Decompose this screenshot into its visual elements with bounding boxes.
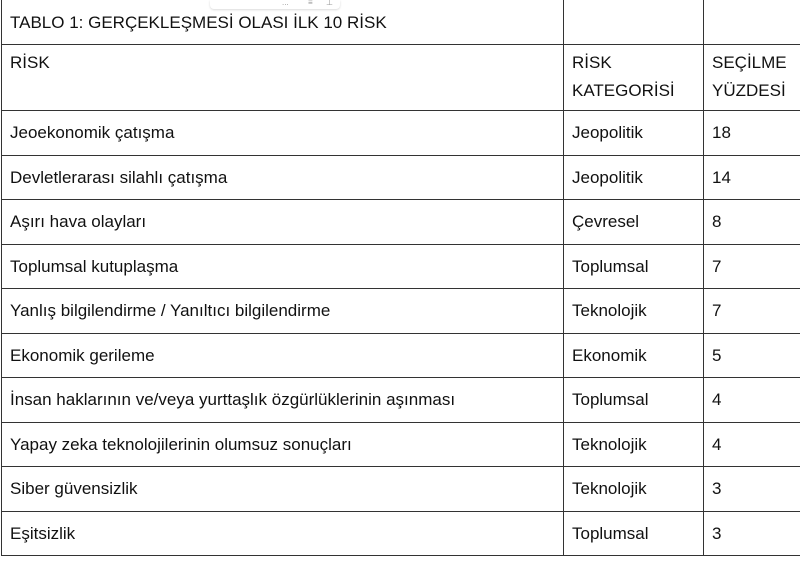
title-row	[2, 0, 800, 45]
percentage-cell: 7	[704, 244, 800, 289]
risk-cell: Ekonomik gerileme	[2, 333, 564, 378]
category-cell: Jeopolitik	[564, 155, 704, 200]
risk-cell: Eşitsizlik	[2, 511, 564, 556]
category-cell: Toplumsal	[564, 378, 704, 423]
percentage-cell: 18	[704, 111, 800, 156]
risk-table	[1, 0, 800, 556]
table-row	[2, 333, 800, 378]
risk-cell: Aşırı hava olayları	[2, 200, 564, 245]
percentage-cell: 7	[704, 289, 800, 334]
category-cell: Toplumsal	[564, 511, 704, 556]
table-row	[2, 511, 800, 556]
risk-cell: İnsan haklarının ve/veya yurttaşlık özgürlüklerinin aşınması	[2, 378, 564, 423]
empty-cell	[704, 0, 800, 45]
header-category-line2: KATEGORİSİ	[572, 81, 675, 100]
table-row	[2, 378, 800, 423]
percentage-cell: 14	[704, 155, 800, 200]
table-row	[2, 111, 800, 156]
category-cell: Toplumsal	[564, 244, 704, 289]
category-cell: Jeopolitik	[564, 111, 704, 156]
header-risk: RİSK	[2, 45, 564, 111]
category-cell: Teknolojik	[564, 422, 704, 467]
risk-cell: Yapay zeka teknolojilerinin olumsuz sonuçları	[2, 422, 564, 467]
table-row	[2, 422, 800, 467]
percentage-cell: 4	[704, 422, 800, 467]
category-cell: Çevresel	[564, 200, 704, 245]
more-icon[interactable]: ...	[282, 0, 289, 7]
risk-cell: Yanlış bilgilendirme / Yanıltıcı bilgilendirme	[2, 289, 564, 334]
percentage-cell: 8	[704, 200, 800, 245]
header-percentage	[704, 45, 800, 111]
percentage-cell: 5	[704, 333, 800, 378]
percentage-cell: 3	[704, 511, 800, 556]
percentage-cell: 3	[704, 467, 800, 512]
floating-toolbar[interactable]	[210, 0, 340, 9]
table-row	[2, 467, 800, 512]
header-pct-line1: SEÇİLME	[712, 53, 787, 72]
header-category	[564, 45, 704, 111]
category-cell: Teknolojik	[564, 467, 704, 512]
table-row	[2, 155, 800, 200]
align-icon[interactable]: ≡	[308, 0, 313, 7]
percentage-cell: 4	[704, 378, 800, 423]
risk-cell: Siber güvensizlik	[2, 467, 564, 512]
category-cell: Teknolojik	[564, 289, 704, 334]
table-title: TABLO 1: GERÇEKLEŞMESİ OLASI İLK 10 RİSK	[2, 0, 564, 45]
header-row	[2, 45, 800, 111]
pin-icon[interactable]: ⊥	[326, 0, 333, 7]
empty-cell	[564, 0, 704, 45]
header-pct-line2: YÜZDESİ	[712, 81, 786, 100]
category-cell: Ekonomik	[564, 333, 704, 378]
table-row	[2, 200, 800, 245]
table-row	[2, 289, 800, 334]
risk-cell: Toplumsal kutuplaşma	[2, 244, 564, 289]
risk-cell: Devletlerarası silahlı çatışma	[2, 155, 564, 200]
header-category-line1: RİSK	[572, 53, 612, 72]
table-row	[2, 244, 800, 289]
risk-cell: Jeoekonomik çatışma	[2, 111, 564, 156]
